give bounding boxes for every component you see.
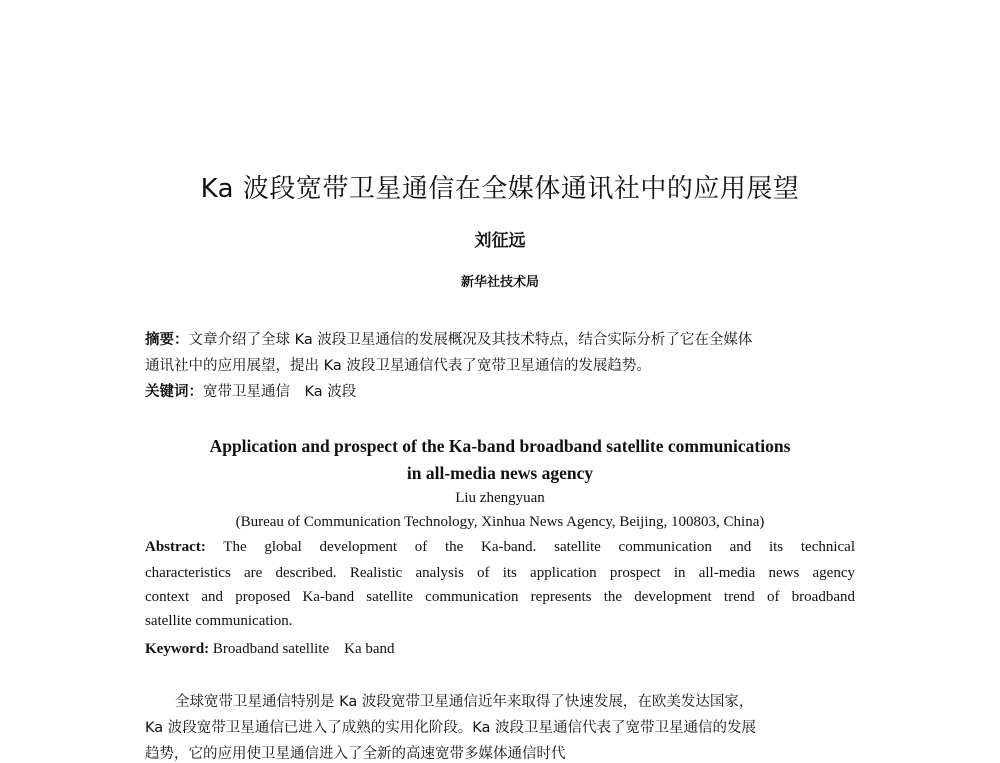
english-title-line-1: Application and prospect of the Ka-band broadband satellite communications [209, 436, 791, 456]
author-en: Liu zhengyuan [455, 490, 545, 506]
body-line-3: 趋势，它的应用使卫星通信进入了全新的高速宽带多媒体通信时代 [145, 746, 566, 762]
affiliation-en: (Bureau of Communication Technology, Xinhua News Agency, Beijing, 100803, China) [235, 514, 765, 530]
body-line-2: Ka 波段宽带卫星通信已进入了成熟的实用化阶段。Ka 波段卫星通信代表了宽带卫星通信的发展 [145, 720, 756, 736]
abstract-zh-line-1: 摘要：文章介绍了全球 Ka 波段卫星通信的发展概况及其技术特点，结合实际分析了它在全媒体 [145, 332, 753, 348]
body-line-1: 全球宽带卫星通信特别是 Ka 波段宽带卫星通信近年来取得了快速发展，在欧美发达国家， [175, 694, 754, 710]
abstract-en-line-3: context and proposed Ka-band satellite communication represents the development trend of broadband [145, 589, 855, 605]
keywords-zh: 关键词：宽带卫星通信 Ka 波段 [145, 384, 357, 400]
english-title-line-2: in all-media news agency [406, 463, 594, 483]
abstract-en-line-4: satellite communication. [145, 613, 293, 629]
abstract-en-line-1: Abstract: The global development of the Ka-band. satellite communication and its technical [145, 539, 855, 555]
abstract-en-line-2: characteristics are described. Realistic analysis of its application prospect in all-media news agency [145, 565, 855, 581]
abstract-zh-line-2: 通讯社中的应用展望，提出 Ka 波段卫星通信代表了宽带卫星通信的发展趋势。 [145, 358, 651, 374]
author: 刘征远 [474, 231, 526, 251]
abstract-zh-label: 摘要： [145, 332, 189, 348]
paper-title: Ka 波段宽带卫星通信在全媒体通讯社中的应用展望 [200, 174, 800, 204]
affiliation: 新华社技术局 [460, 275, 539, 290]
keywords-en: Keyword: Broadband satellite Ka band [145, 641, 395, 657]
